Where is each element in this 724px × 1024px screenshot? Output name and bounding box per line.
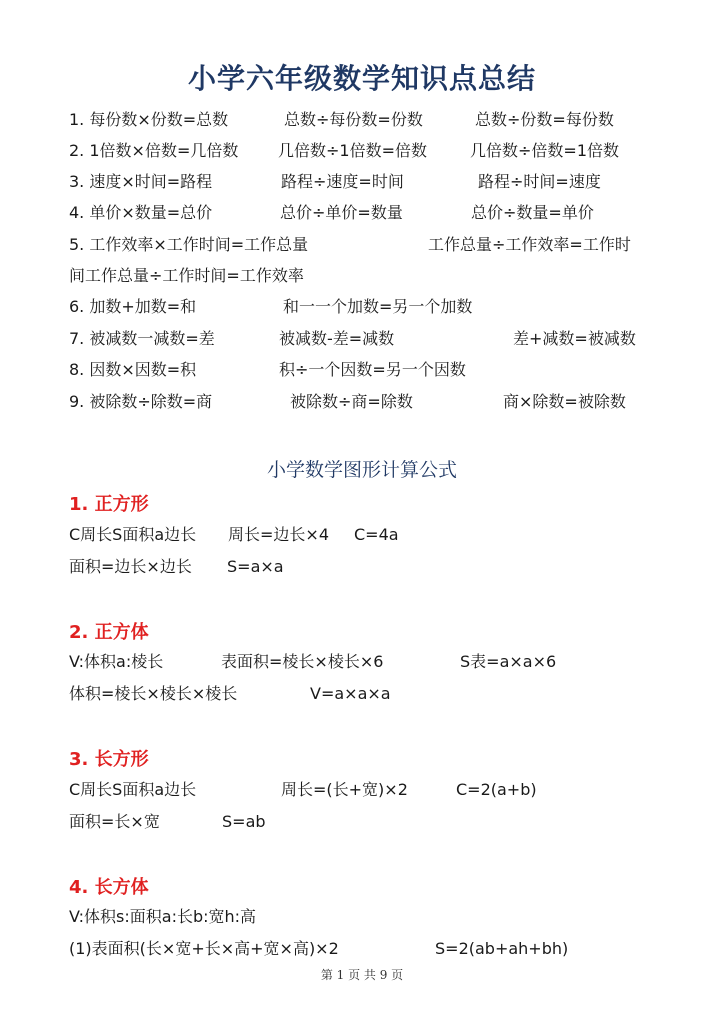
rectangle-perimeter-formula: 周长=(长+宽)×2 (281, 780, 408, 799)
rule-7-formula-b: 被减数-差=减数 (279, 329, 395, 348)
cuboid-surface-symbol: S=2(ab+ah+bh) (435, 939, 569, 958)
square-definitions: C周长S面积a边长 (69, 525, 197, 544)
rule-1-formula-a: 1. 每份数×份数=总数 (69, 110, 229, 129)
rule-9-formula-a: 9. 被除数÷除数=商 (69, 392, 213, 411)
rule-1-formula-c: 总数÷份数=每份数 (475, 110, 614, 129)
cube-surface-formula: 表面积=棱长×棱长×6 (221, 652, 384, 671)
rule-4-formula-a: 4. 单价×数量=总价 (69, 203, 213, 222)
square-perimeter-symbol: C=4a (354, 525, 399, 544)
rule-7-formula-a: 7. 被减数一减数=差 (69, 329, 215, 348)
rule-3-formula-a: 3. 速度×时间=路程 (69, 172, 213, 191)
cube-volume-symbol: V=a×a×a (310, 684, 391, 703)
rule-5-formula-b: 工作总量÷工作效率=工作时 (428, 235, 631, 254)
rule-3-formula-b: 路程÷速度=时间 (281, 172, 404, 191)
section-subtitle: 小学数学图形计算公式 (266, 459, 457, 481)
rule-6-formula-b: 和一一个加数=另一个加数 (283, 297, 473, 316)
rule-8-formula-b: 积÷一个因数=另一个因数 (279, 360, 466, 379)
rule-5-continued-text: 间工作总量÷工作时间=工作效率 (69, 266, 304, 285)
square-area-formula: 面积=边长×边长 (69, 557, 192, 576)
rule-9-formula-b: 被除数÷商=除数 (290, 392, 413, 411)
rule-5-formula-a: 5. 工作效率×工作时间=工作总量 (69, 235, 309, 254)
rule-3-formula-c: 路程÷时间=速度 (478, 172, 601, 191)
cuboid-surface-formula: (1)表面积(长×宽+长×高+宽×高)×2 (69, 939, 339, 958)
square-perimeter-formula: 周长=边长×4 (228, 525, 329, 544)
square-area-symbol: S=a×a (227, 557, 284, 576)
rule-7-formula-c: 差+减数=被减数 (513, 329, 636, 348)
heading-rectangle: 3. 长方形 (69, 749, 149, 770)
cube-definitions: V:体积a:棱长 (69, 652, 164, 671)
rule-4-formula-c: 总价÷数量=单价 (471, 203, 594, 222)
cuboid-definitions: V:体积s:面积a:长b:宽h:高 (69, 907, 257, 926)
page-number-footer: 第 1 页 共 9 页 (320, 968, 404, 982)
rectangle-area-formula: 面积=长×宽 (69, 812, 160, 831)
rule-2-formula-b: 几倍数÷1倍数=倍数 (278, 141, 427, 160)
rule-6-formula-a: 6. 加数+加数=和 (69, 297, 197, 316)
cube-volume-formula: 体积=棱长×棱长×棱长 (69, 684, 238, 703)
rule-4-formula-b: 总价÷单价=数量 (280, 203, 403, 222)
rectangle-definitions: C周长S面积a边长 (69, 780, 197, 799)
rule-9-formula-c: 商×除数=被除数 (503, 392, 626, 411)
heading-cube: 2. 正方体 (69, 622, 149, 643)
heading-square: 1. 正方形 (69, 494, 149, 515)
rule-2-formula-a: 2. 1倍数×倍数=几倍数 (69, 141, 239, 160)
heading-cuboid: 4. 长方体 (69, 877, 149, 898)
page-title: 小学六年级数学知识点总结 (187, 62, 536, 95)
rule-2-formula-c: 几倍数÷倍数=1倍数 (470, 141, 619, 160)
rectangle-area-symbol: S=ab (222, 812, 266, 831)
rectangle-perimeter-symbol: C=2(a+b) (456, 780, 537, 799)
rule-1-formula-b: 总数÷每份数=份数 (284, 110, 423, 129)
rule-8-formula-a: 8. 因数×因数=积 (69, 360, 197, 379)
cube-surface-symbol: S表=a×a×6 (460, 652, 557, 671)
